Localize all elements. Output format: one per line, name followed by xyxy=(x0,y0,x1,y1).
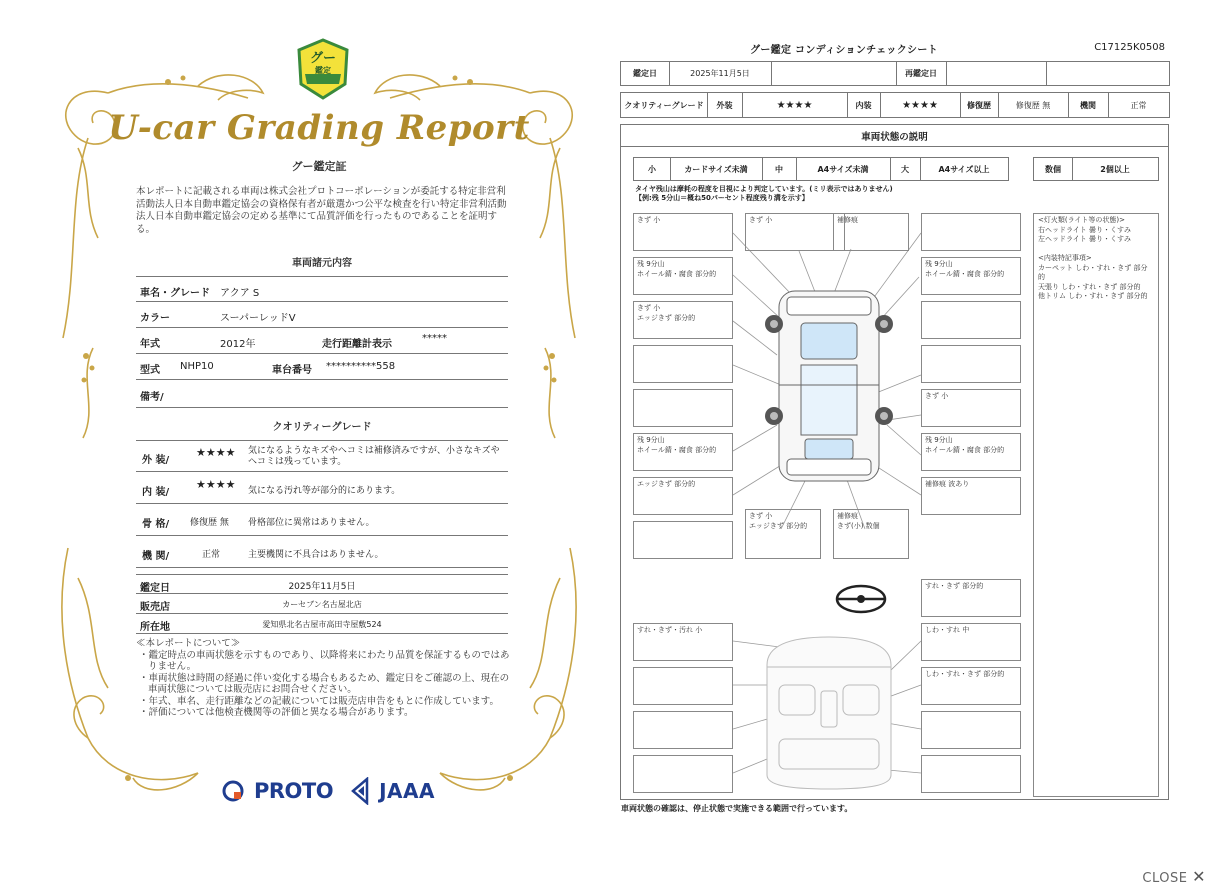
interior-label: 内 装/ xyxy=(142,487,170,498)
annotation-box xyxy=(921,345,1021,383)
engine-value: 正常 xyxy=(202,550,221,560)
annotation-box: 補修痕 波あり xyxy=(921,477,1021,515)
legend-count: 数個 xyxy=(1045,164,1061,174)
color-label: カラー xyxy=(140,313,170,324)
inspection-date-label: 鑑定日 xyxy=(633,69,657,78)
address-label: 所在地 xyxy=(140,622,170,633)
grading-certificate xyxy=(48,38,590,818)
engine-label: 機 関/ xyxy=(142,551,170,562)
annotation-box: きず 小 エッジきず 部分的 xyxy=(745,509,821,559)
inspection-date-label: 鑑定日 xyxy=(140,583,170,594)
car-name-label: 車名・グレード xyxy=(140,288,210,299)
legend-medium: 中 xyxy=(775,164,783,174)
notice-item: ・車両状態は時間の経過に伴い変化する場合もあるため、鑑定日をご確認の上、現在の車両状態については販売店にお問合せください。 xyxy=(139,672,510,695)
special-notes-panel xyxy=(1033,213,1159,797)
reinspection-date-label: 再鑑定日 xyxy=(905,69,937,78)
sheet-title: グー鑑定 コンディションチェックシート xyxy=(750,45,938,56)
frame-grade-row xyxy=(136,504,508,536)
annotation-box xyxy=(921,755,1021,793)
close-icon: ✕ xyxy=(1192,867,1206,882)
annotation-box: 補修痕 きず(小) 数個 xyxy=(833,509,909,559)
year-row xyxy=(136,328,508,354)
vehicle-condition-panel xyxy=(620,124,1169,800)
sheet-footer-note: 車両状態の確認は、停止状態で実施できる範囲で行っています。 xyxy=(621,804,853,813)
chassis-number-value: **********558 xyxy=(326,361,396,372)
inspection-date-value: 2025年11月5日 xyxy=(288,582,356,592)
annotation-box: しわ・すれ 中 xyxy=(921,623,1021,661)
proto-logo-text: PROTO xyxy=(254,779,334,803)
year-label: 年式 xyxy=(140,339,160,350)
legend-medium-desc: A4サイズ未満 xyxy=(817,164,869,174)
special-notes-text: <灯火類(ライト等の状態)> 右ヘッドライト 曇り・くすみ 左ヘッドライト 曇り・くすみ <内装特記事項> カーペット しわ・すれ・きず 部分的 天張り しわ・すれ・きず 部分的 他トリム しわ・すれ・きず 部分的 xyxy=(1038,216,1148,300)
annotation-box xyxy=(921,711,1021,749)
inspection-date-row xyxy=(136,574,508,594)
proto-mark-icon xyxy=(222,780,244,802)
certificate-title: U-car Grading Report xyxy=(108,108,530,148)
inspection-date-value: 2025年11月5日 xyxy=(690,69,750,78)
legend-small: 小 xyxy=(648,164,656,174)
year-value: 2012年 xyxy=(220,339,256,350)
annotation-box: 残 9分山 ホイール錆・腐食 部分的 xyxy=(921,257,1021,295)
annotation-box: きず 小 xyxy=(633,213,733,251)
odometer-value: ***** xyxy=(422,333,447,344)
exterior-stars: ★★★★ xyxy=(776,99,813,111)
frame-description: 骨格部位に異常はありません。 xyxy=(248,518,375,528)
annotation-box xyxy=(633,711,733,749)
color-row xyxy=(136,302,508,328)
jaaa-logo-text: JAAA xyxy=(379,779,435,803)
frame-label: 骨 格/ xyxy=(142,519,170,530)
annotation-box: しわ・すれ・きず 部分的 xyxy=(921,667,1021,705)
remarks-label: 備考/ xyxy=(140,392,164,403)
annotation-box xyxy=(633,389,733,427)
exterior-label: 外 装/ xyxy=(142,455,170,466)
exterior-grade-row xyxy=(136,440,508,472)
svg-text:グー: グー xyxy=(309,51,337,66)
dealer-row xyxy=(136,594,508,614)
annotation-box xyxy=(633,345,733,383)
condition-check-sheet xyxy=(619,38,1171,818)
repair-history-label: 修復歴 xyxy=(967,100,991,110)
interior-label: 内装 xyxy=(855,100,872,110)
annotation-box: 残 9分山 ホイール錆・腐食 部分的 xyxy=(633,433,733,471)
svg-text:鑑定: 鑑定 xyxy=(315,66,331,75)
annotation-box xyxy=(633,667,733,705)
annotation-box: 残 9分山 ホイール錆・腐食 部分的 xyxy=(633,257,733,295)
car-name-value: アクア S xyxy=(220,288,260,299)
sheet-code: C17125K0508 xyxy=(1094,42,1165,53)
notice-title: ≪本レポートについて≫ xyxy=(136,638,241,649)
car-name-row xyxy=(136,276,508,302)
notice-item: ・年式、車名、走行距離などの記載については販売店申告をもとに作成しています。 xyxy=(139,695,500,707)
engine-grade-row xyxy=(136,536,508,568)
tire-note-example: 【例:残 5分山＝概ね50パーセント程度残り溝を示す】 xyxy=(635,194,809,202)
dealer-label: 販売店 xyxy=(140,602,170,613)
interior-description: 気になる汚れ等が部分的にあります。 xyxy=(248,486,401,496)
annotation-box xyxy=(921,213,1021,251)
odometer-label: 走行距離計表示 xyxy=(322,339,392,350)
interior-grade-row xyxy=(136,472,508,504)
goo-kantei-logo xyxy=(295,38,351,100)
quality-grade-label: クオリティーグレード xyxy=(624,100,704,110)
annotation-box: 補修痕 xyxy=(833,213,909,251)
repair-history-value: 修復歴 無 xyxy=(1015,100,1051,110)
legend-large: 大 xyxy=(901,164,909,174)
annotation-box: すれ・きず 部分的 xyxy=(921,579,1021,617)
certificate-intro: 本レポートに記載される車両は株式会社プロトコーポレーションが委託する特定非営利活動法人日本自動車鑑定協会の資格保有者が厳選かつ公平な検査を行い特定非営利活動法人日本自動車鑑定協会の定める基準にて品質評価を行ったものであることを証明する。 xyxy=(136,186,507,235)
tire-note-line: タイヤ残山は摩耗の程度を目視により判定しています。(ミリ表示ではありません) xyxy=(635,185,893,193)
interior-stars: ★★★★ xyxy=(902,99,938,111)
quality-grade-row xyxy=(620,92,1170,118)
engine-value: 正常 xyxy=(1130,100,1147,110)
annotation-box: きず 小 xyxy=(921,389,1021,427)
report-notice xyxy=(136,638,516,719)
annotation-box: きず 小 xyxy=(745,213,845,251)
model-label: 型式 xyxy=(140,365,160,376)
spec-section-heading: 車両諸元内容 xyxy=(292,258,352,269)
remarks-row xyxy=(136,380,508,408)
panel-title: 車両状態の説明 xyxy=(621,125,1168,147)
legend-large-desc: A4サイズ以上 xyxy=(938,164,990,174)
annotation-box: 残 9分山 ホイール錆・腐食 部分的 xyxy=(921,433,1021,471)
jaaa-mark-icon xyxy=(351,777,369,805)
exterior-description: 気になるようなキズやヘコミは補修済みですが、小さなキズやヘコミは残っています。 xyxy=(248,446,500,467)
engine-label: 機関 xyxy=(1080,100,1096,110)
annotation-box xyxy=(633,521,733,559)
engine-description: 主要機関に不具合はありません。 xyxy=(248,550,384,560)
annotation-box: エッジきず 部分的 xyxy=(633,477,733,515)
legend-count-desc: 2個以上 xyxy=(1100,164,1130,174)
annotation-box: きず 小 エッジきず 部分的 xyxy=(633,301,733,339)
brand-logos xyxy=(222,776,435,806)
address-value: 愛知県北名古屋市高田寺屋敷524 xyxy=(262,620,382,629)
certificate-subtitle: グー鑑定証 xyxy=(291,160,347,173)
date-header-row xyxy=(620,61,1170,86)
annotation-box xyxy=(921,301,1021,339)
chassis-number-label: 車台番号 xyxy=(272,365,312,376)
legend-small-desc: カードサイズ未満 xyxy=(684,164,748,174)
dealer-value: カーセブン名古屋北店 xyxy=(282,600,362,609)
address-row xyxy=(136,614,508,634)
frame-value: 修復歴 無 xyxy=(190,518,229,528)
exterior-stars: ★★★★ xyxy=(196,446,236,459)
model-row xyxy=(136,354,508,380)
notice-item: ・鑑定時点の車両状態を示すものであり、以降将来にわたり品質を保証するものではありません。 xyxy=(139,649,510,672)
notice-item: ・評価については他検査機関等の評価と異なる場合があります。 xyxy=(139,707,414,718)
annotation-box: すれ・きず・汚れ 小 xyxy=(633,623,733,661)
annotation-box xyxy=(633,755,733,793)
model-value: NHP10 xyxy=(180,361,214,372)
close-button[interactable] xyxy=(1142,867,1206,882)
exterior-label: 外装 xyxy=(716,100,733,110)
interior-stars: ★★★★ xyxy=(196,478,236,491)
grade-section-heading: クオリティーグレード xyxy=(272,422,372,433)
close-label: CLOSE xyxy=(1142,871,1188,882)
color-value: スーパーレッドV xyxy=(220,313,296,324)
